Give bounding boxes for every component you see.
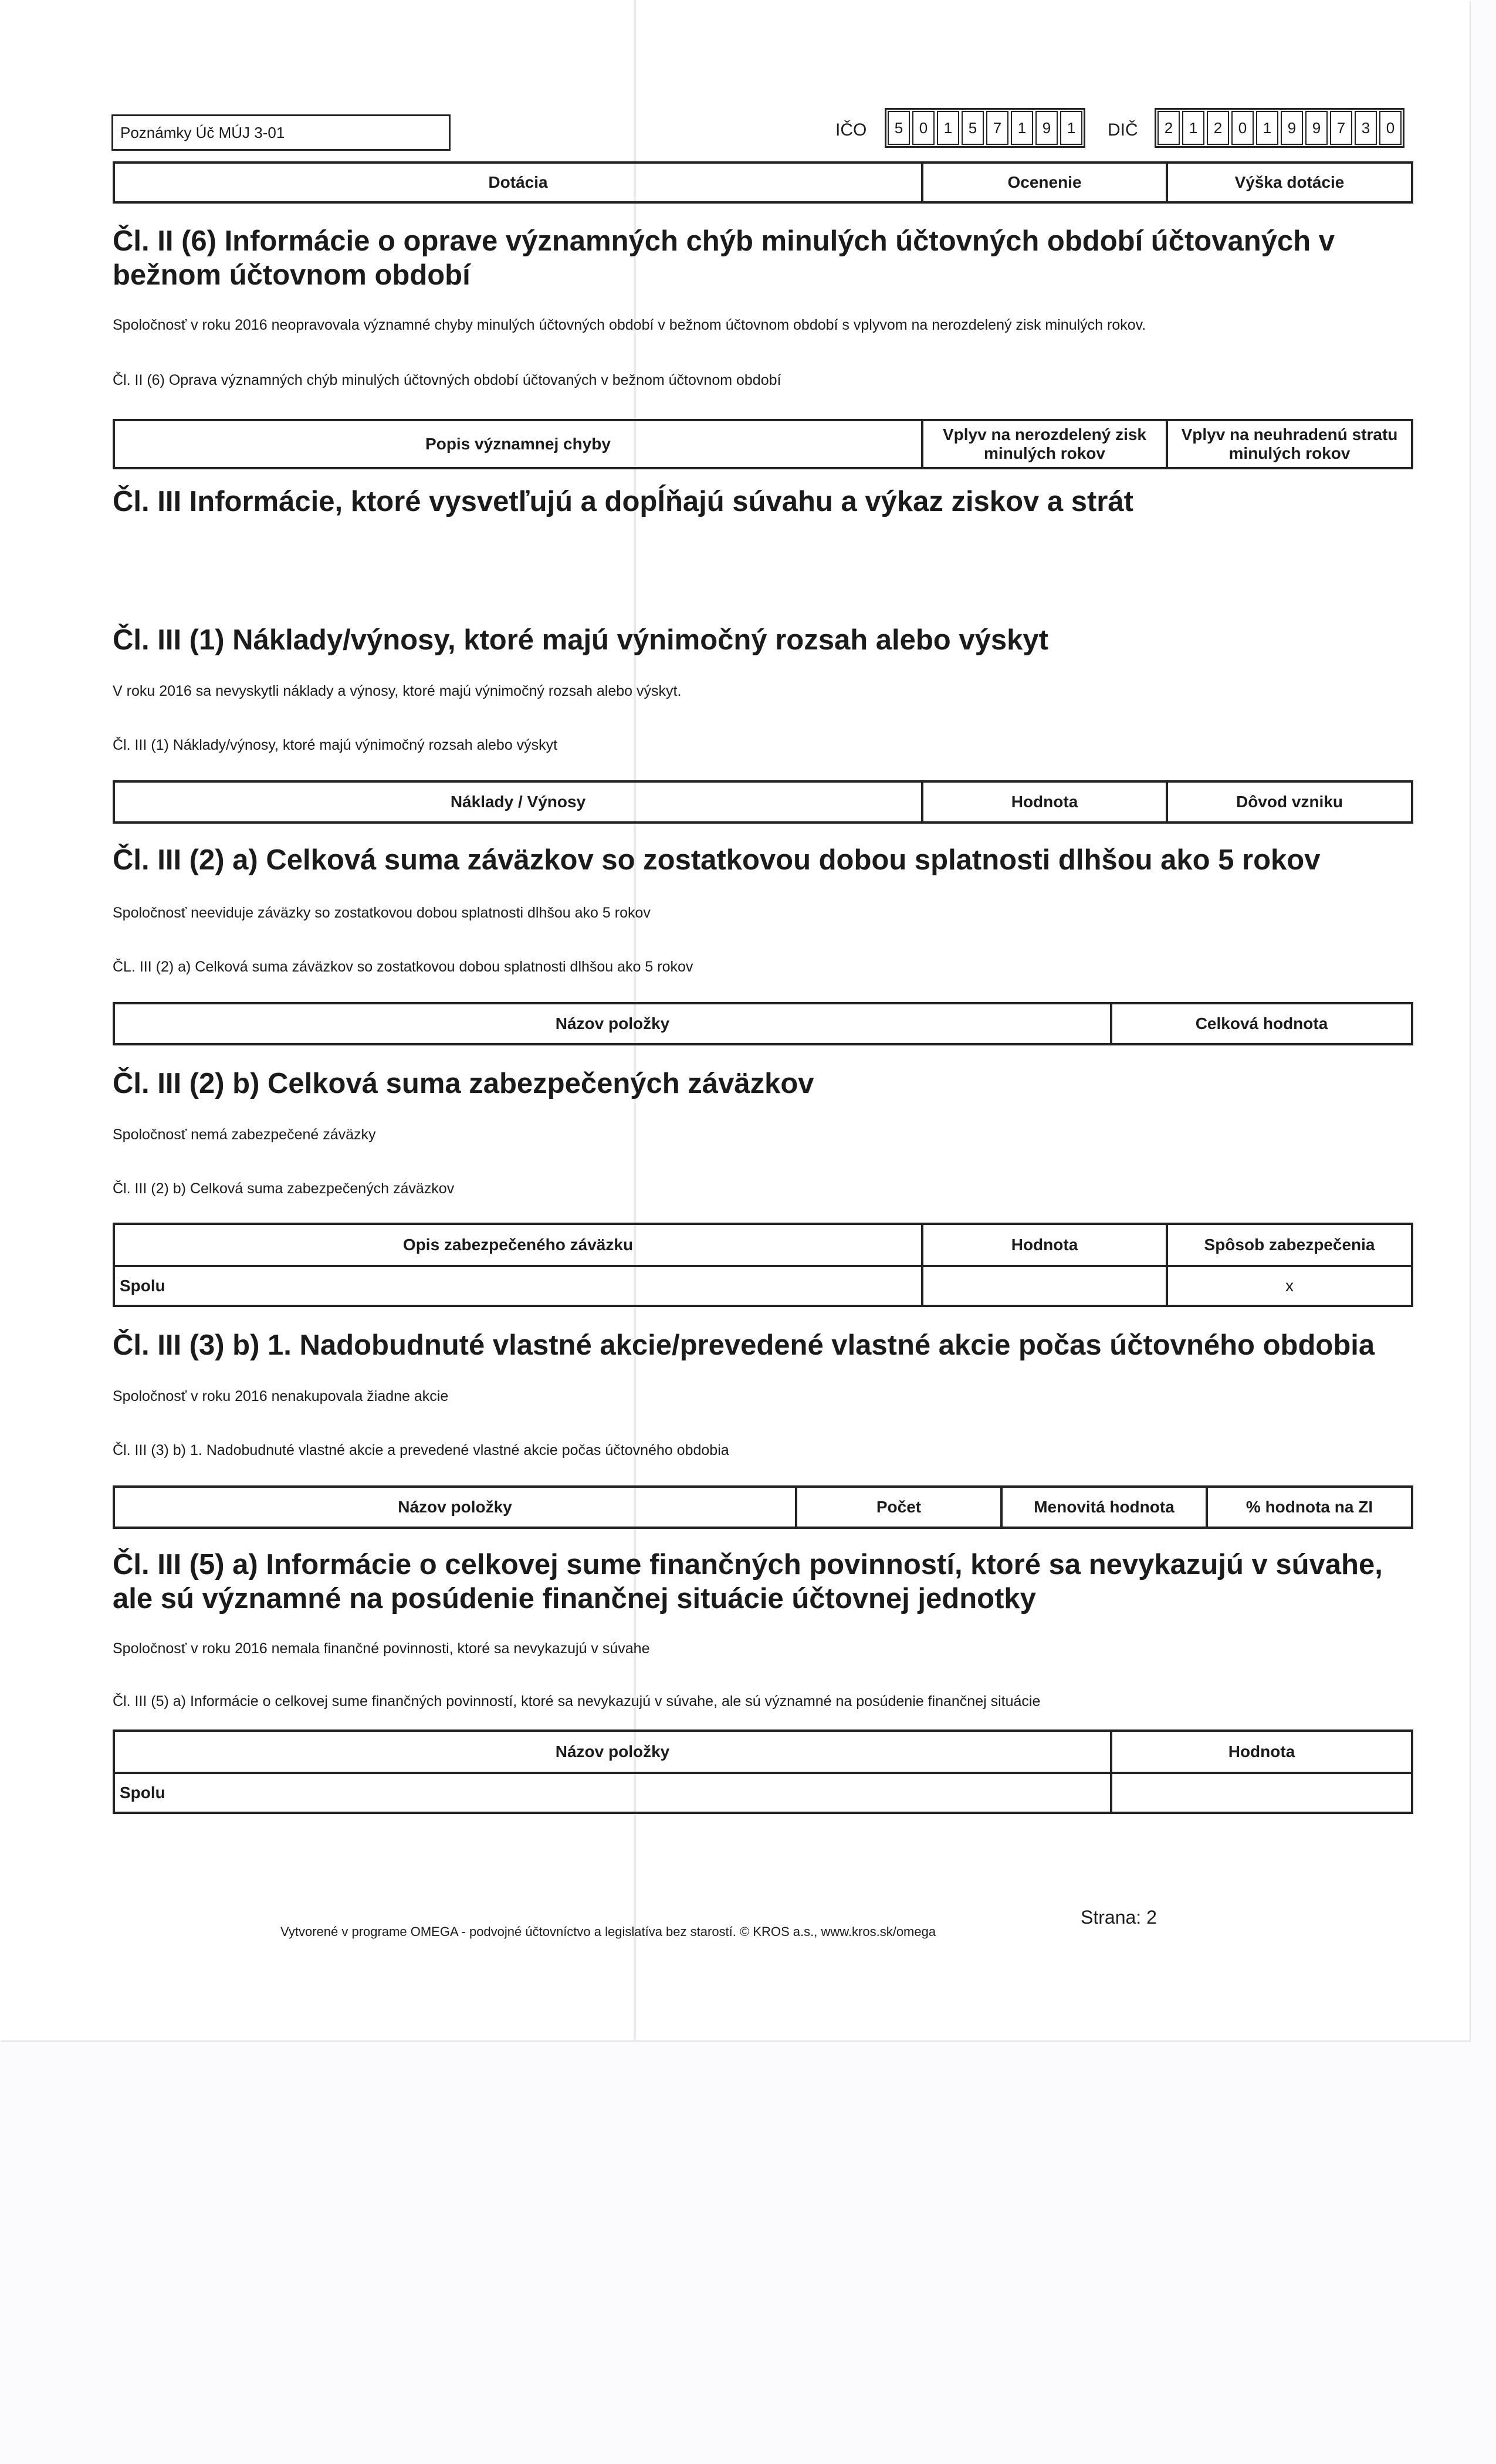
digit-cell: 7 [1330, 111, 1352, 145]
col-hodnota: Hodnota [1111, 1731, 1412, 1773]
digit-cell: 1 [1060, 111, 1082, 145]
table-caption-iii2b: Čl. III (2) b) Celková suma zabezpečených záväzkov [113, 1180, 455, 1197]
table-dotacia [113, 161, 1413, 204]
col-vplyv-strata [1167, 420, 1412, 468]
col-vplyv-zisk-line2: minulých rokov [984, 444, 1105, 462]
table-caption-ii6: Čl. II (6) Oprava významných chýb minulých účtovných období účtovaných v bežnom účtovnom období [113, 372, 781, 388]
section-text-ii6: Spoločnosť v roku 2016 neopravovala významné chyby minulých účtovných období v bežnom účtovnom období s vplyvom na nerozdelený zisk minulých rokov. [113, 317, 1146, 333]
digit-cell: 1 [1256, 111, 1278, 145]
table-iii2b [113, 1223, 1413, 1307]
table-iii1 [113, 780, 1413, 824]
col-hodnota: Hodnota [922, 781, 1167, 823]
section-title-ii6-line2: bežnom účtovnom období [113, 259, 471, 291]
section-title-iii5a-line1: Čl. III (5) a) Informácie o celkovej sume finančných povinností, ktoré sa nevykazujú v súvahe, [113, 1549, 1383, 1580]
section-text-iii5a: Spoločnosť v roku 2016 nemala finančné povinnosti, ktoré sa nevykazujú v súvahe [113, 1640, 650, 1657]
page-number: Strana: 2 [1081, 1907, 1157, 1928]
digit-cell: 3 [1355, 111, 1377, 145]
table-iii5a [113, 1729, 1413, 1814]
row-label-spolu: Spolu [114, 1773, 1111, 1813]
col-vplyv-strata-line2: minulých rokov [1228, 444, 1351, 462]
col-nazov-polozky: Názov položky [114, 1487, 796, 1528]
digit-cell: 9 [1035, 111, 1058, 145]
col-nazov-polozky: Názov položky [114, 1003, 1111, 1044]
section-text-iii2b: Spoločnosť nemá zabezpečené záväzky [113, 1126, 376, 1143]
digit-cell: 1 [1182, 111, 1204, 145]
section-title-iii2a: Čl. III (2) a) Celková suma záväzkov so zostatkovou dobou splatnosti dlhšou ako 5 rokov [113, 844, 1321, 876]
row-label-spolu: Spolu [114, 1266, 922, 1306]
dic-label: DIČ [1108, 120, 1138, 140]
digit-cell: 5 [962, 111, 984, 145]
digit-cell: 0 [1379, 111, 1402, 145]
table-caption-iii3b: Čl. III (3) b) 1. Nadobudnuté vlastné akcie a prevedené vlastné akcie počas účtovného obdobia [113, 1442, 729, 1458]
footer-created: Vytvorené v programe OMEGA - podvojné účtovníctvo a legislatíva bez starostí. © KROS a.s., www.kros.sk/omega [280, 1924, 936, 1939]
col-percent-hodnota: % hodnota na ZI [1207, 1487, 1412, 1528]
section-text-iii2a: Spoločnosť neeviduje záväzky so zostatkovou dobou splatnosti dlhšou ako 5 rokov [113, 905, 651, 921]
col-menovita-hodnota: Menovitá hodnota [1001, 1487, 1207, 1528]
digit-cell: 2 [1157, 111, 1180, 145]
digit-cell: 9 [1281, 111, 1303, 145]
section-text-iii1: V roku 2016 sa nevyskytli náklady a výnosy, ktoré majú výnimočný rozsah alebo výskyt. [113, 683, 682, 699]
section-title-iii: Čl. III Informácie, ktoré vysvetľujú a dopĺňajú súvahu a výkaz ziskov a strát [113, 486, 1133, 517]
section-title-iii1: Čl. III (1) Náklady/výnosy, ktoré majú výnimočný rozsah alebo výskyt [113, 624, 1048, 656]
digit-cell: 2 [1207, 111, 1229, 145]
table-row [114, 1773, 1412, 1813]
digit-cell: 9 [1305, 111, 1328, 145]
digit-cell: 7 [986, 111, 1008, 145]
table-caption-iii1: Čl. III (1) Náklady/výnosy, ktoré majú výnimočný rozsah alebo výskyt [113, 737, 558, 753]
col-pocet: Počet [796, 1487, 1001, 1528]
cell-hodnota [1111, 1773, 1412, 1813]
col-ocenenie: Ocenenie [922, 163, 1167, 202]
ico-label: IČO [835, 120, 867, 140]
col-opis-zavazku: Opis zabezpečeného záväzku [114, 1224, 922, 1266]
section-text-iii3b: Spoločnosť v roku 2016 nenakupovala žiadne akcie [113, 1388, 449, 1404]
digit-cell: 1 [937, 111, 959, 145]
form-label: Poznámky Úč MÚJ 3-01 [120, 123, 285, 141]
col-dotacia: Dotácia [114, 163, 922, 202]
table-caption-iii5a: Čl. III (5) a) Informácie o celkovej sume finančných povinností, ktoré sa nevykazujú v súvahe, ale sú významné na posúdenie finančnej situácie [113, 1693, 1041, 1710]
dic-digits [1155, 108, 1404, 148]
section-title-ii6-line1: Čl. II (6) Informácie o oprave významných chýb minulých účtovných období účtovaných v [113, 225, 1335, 257]
table-ii6 [113, 419, 1413, 469]
digit-cell: 1 [1011, 111, 1033, 145]
col-vplyv-strata-line1: Vplyv na neuhradenú stratu [1181, 425, 1398, 444]
cell-hodnota [922, 1266, 1167, 1306]
table-iii3b [113, 1485, 1413, 1529]
col-popis-chyby: Popis významnej chyby [114, 420, 922, 468]
col-nazov-polozky: Názov položky [114, 1731, 1111, 1773]
section-title-iii3b: Čl. III (3) b) 1. Nadobudnuté vlastné akcie/prevedené vlastné akcie počas účtovného obdobia [113, 1329, 1375, 1361]
col-hodnota: Hodnota [922, 1224, 1167, 1266]
col-vplyv-zisk [922, 420, 1167, 468]
table-iii2a [113, 1002, 1413, 1045]
col-sposob-zabezpecenia: Spôsob zabezpečenia [1167, 1224, 1412, 1266]
digit-cell: 0 [912, 111, 935, 145]
cell-sposob: x [1167, 1266, 1412, 1306]
col-celkova-hodnota: Celková hodnota [1111, 1003, 1412, 1044]
table-row [114, 1266, 1412, 1306]
section-title-iii2b: Čl. III (2) b) Celková suma zabezpečených záväzkov [113, 1068, 814, 1099]
table-caption-iii2a: ČL. III (2) a) Celková suma záväzkov so zostatkovou dobou splatnosti dlhšou ako 5 rokov [113, 959, 693, 975]
section-title-iii5a-line2: ale sú významné na posúdenie finančnej situácie účtovnej jednotky [113, 1583, 1036, 1615]
digit-cell: 0 [1231, 111, 1254, 145]
col-dovod-vzniku: Dôvod vzniku [1167, 781, 1412, 823]
col-vyska-dotacie: Výška dotácie [1167, 163, 1412, 202]
col-vplyv-zisk-line1: Vplyv na nerozdelený zisk [942, 425, 1147, 444]
form-label-box [111, 114, 451, 151]
col-naklady-vynosy: Náklady / Výnosy [114, 781, 922, 823]
ico-digits [885, 108, 1085, 148]
digit-cell: 5 [888, 111, 910, 145]
